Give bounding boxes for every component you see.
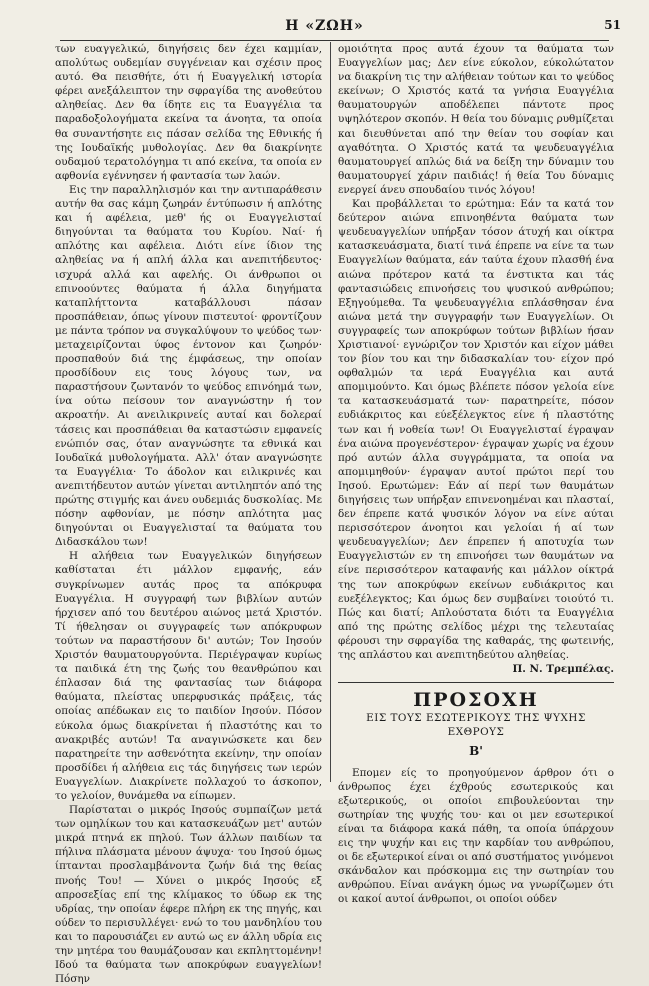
page-header — [18, 18, 631, 40]
author-signature: Π. Ν. Τρεμπέλας. — [512, 663, 614, 676]
paragraph: των ευαγγελικώ, διηγήσεις δεν έχει καμμίαν, απολύτως ουδεμίαν συγγένειαν και σχέσιν προς αυτό. Θα πεισθήτε, ότι ή Ευαγγελική ιστορία φέρει ανεξάλειπτον την σφραγίδα της ανοθεύτου αληθείας. Δεν θα ίδητε εις τα Ευαγγέλια τα παραδοξολογήματα εκείνα τα άνοητα, τα οποία θα συναντήσητε εις πάσαν σελίδα της Εθνικής ή της Ιουδαϊκής μυθολογίας. Δεν θα διακρίνητε ουδαμού τερατολόγημα τι από εκείνα, τα οποία εν αφθονία εγέννησεν ή φαντασία των λαών. — [55, 43, 322, 182]
paragraph: Και προβάλλεται το ερώτημα: Εάν τα κατά τον δεύτερον αιώνα επινοηθέντα θαύματα των ψευδευαγγελίων υπήρξαν τόσον άτυχή και οίκτρα κατασκευάσματα, διατί τινά έπρεπε να είνε τα των Ευαγγελίων θαύματα, εάν ταύτα έχουν πλασθή ένα αιώνα πρότερον κατά τα ένστικτα και τάς φαντασιώδεις επινοήσεις του ψυσικού ανθρώπου; Εξηγούμεθα. Τα ψευδευαγγέλια επλάσθησαν ένα αιώνα μετά την συγγραφήν των Ευαγγελίων. Οι συγγραφείς των αποκρύφων τούτων βιβλίων ήσαν Χριστιανοί· εγνώριζον τον Χριστόν και είχον μάθει τον βίον του και την διδασκαλίαν του· είχον πρό οφθαλμών τα ιερά Ευαγγέλια και αυτά απομιμούντο. Και όμως βλέπετε πόσον γελοία είνε τα κατασκευάσματά των· παρατηρείτε, πόσον ευδιάκριτος και εύεξέλεγκτος είνε ή πλαστότης των και ή νοθεία των! Οι Ευαγγελισταί έγραψαν ένα αιώνα προγενέστερον· έγραψαν χωρίς να έχουν πρό αυτών άλλα συγγράμματα, τα οποία να απομιμηθούν· έγραψαν αυτοί πρώτοι περί του Ιησού. Ερωτώμεν: Εάν αί περί των θαυμάτων διηγήσεις των υπήρξαν επινενοημέναι και πλασταί, δεν έπρεπε κατά ψυσικόν λόγον να είνε αύται περισσότερον άνοητοι και γελοίαι ή αί των ψευδευαγγελίων; Δεν έπρεπεν ή αποτυχία των Ευαγγελιστών εν τη επινοήσει των θαυμάτων να είνε περισσότερον καταφανής και μάλλον οίκτρά της των αποκρύφων εκείνων ευδιάκριτος και ευεξέλεγκτος; Και όμως δεν συμβαίνει τοιούτό τι. Πώς και διατί; Απλούστατα διότι τα Ευαγγέλια από της πρώτης σελίδος μέχρι της τελευταίας φέρουσι την σφραγίδα της καθαράς, της φωτεινής, της απλάστου και ανεπιτηδεύτου αληθείας. — [338, 198, 614, 662]
header-rule — [60, 40, 609, 41]
article-title: ΠΡΟΣΟΧΗ — [413, 689, 539, 712]
paragraph: Η αλήθεια των Ευαγγελικών διηγήσεων καθίσταται έτι μάλλον εμφανής, εάν συγκρίνωμεν αυτάς προς τα απόκρυφα Ευαγγέλια. Η συγγραφή των βιβλίων αυτών ήρχισεν από του δευτέρου αιώνος μετά Χριστόν. Τί ήθελησαν οι συγγραφείς των απόκρυφων τούτων να παραστήσουν δι' αυτών; Τον Ιησούν Χριστόν θαυματουργούντα. Περιέγραψαν κυρίως τα παιδικά έτη της ζωής του θεανθρώπου και έπλασαν διά της φαντασίας των διάφορα θαύματα, πλείστας υπερφυσικάς πράξεις, τάς οποίας απέδωκαν εις το παιδίον Ιησούν. Πόσον εύκολα όμως διακρίνεται ή πλαστότης και το ανακριβές αυτών! Τα αναγινώσκετε και δεν παρατηρείτε την ασθενότητα εκείνην, την οποίαν προσδίδει ή αλήθεια εις τάς διηγήσεις των ιερών Ευαγγελίων. Διακρίνετε πολλαχού το άσκοπον, το γελοίον, θυνάμεθα να είπωμεν. — [55, 550, 322, 802]
section-separator — [338, 682, 614, 683]
journal-title: Η «ΖΩΗ» — [285, 18, 364, 34]
left-column — [55, 42, 322, 986]
article-subtitle: ΕΙΣ ΤΟΥΣ ΕΣΩΤΕΡΙΚΟΥΣ ΤΗΣ ΨΥΧΗΣ ΕΧΘΡΟΥΣ — [366, 712, 586, 739]
paragraph: Παρίσταται ο μικρός Ιησούς συμπαίζων μετά των ομηλίκων του και κατασκευάζων μετ' αυτών μικρά πτηνά εκ πηλού. Των άλλων παιδίων τα πήλινα πλάσματα μένουν άψυχα· του Ιησού όμως ίπτανται προσλαμβάνοντα ζωήν διά της θείας πνοής Του! — Χύνει ο μικρός Ιησούς εξ απροσεξίας επί της κλίμακος το ύδωρ εκ της υδρίας, την οποίαν έφερε πλήρη εκ της πηγής, και ούδεν το περισυλλέγει· ενώ το του μανδηλίου του και το παρουσιάζει εν αυτώ ως εν άλλη υδρία εις την μητέρα του θαυμάζουσαν και εκπληττομένην! Ιδού τα θαύματα των αποκρύφων ευαγγελίων! Πόσην — [55, 804, 322, 986]
paragraph: ομοιότητα προς αυτά έχουν τα θαύματα των Ευαγγελίων μας; Δεν είνε εύκολον, εύκολώτατον να διακρίνη τις την αλήθειαν τούτων και το ψεύδος εκείνων; Ο Χριστός κατά τα γνήσια Ευαγγέλια θαυματουργών αποδέλεπει πάντοτε προς υψηλότερον σκοπόν. Η θεία του δύναμις ρυθμίζεται και διευθύνεται από την θείαν του σοφίαν και αγαθότητα. Ο Χριστός κατά τα ψευδευαγγέλια θαυματουργεί απλώς διά να δείξη την δύναμιν του θαυματουργεί χάριν παιδιάς! ή θεία Του δύναμις ενεργεί άνευ σπουδαίου τινός λόγου! — [338, 43, 614, 196]
right-column — [338, 42, 614, 906]
paragraph: Εις την παραλληλισμόν και την αντιπαράθεσιν αυτήν θα σας κάμη ζωηράν έντύπωσιν ή απλότης και ή αφέλεια, μεθ' ής οι Ευαγγελισταί διηγούνται τα θαύματα του Κυρίου. Ναί· ή απλότης και αφέλεια. Διότι είνε ίδιον της αληθείας να ή απλή άλλα και ανεπιτήδευτος· ισχυρά αλλά και αφελής. Οι άνθρωποι οι επινοούντες θαύματα ή άλλα διηγήματα καταπλήττοντα καταβάλλουσι πάσαν προσπάθειαν, όπως γίνουν πιστευτοί· φροντίζουν με πάντα τρόπον να συγκαλύψουν το ψεύδος των· μεταχειρίζονται ύφος έντονον και ζωηρόν· προσπαθούν διά της έμφάσεως, την οποίαν προσδίδουν εις τους λόγους των, να παραστήσουν ζωντανόν το ψεύδος επινόημά των, ίνα ούτω πείσουν τον αναγνώστην ή τον ακροατήν. Αι ανειλικρινείς αυταί και δολεραί τάσεις και προσπάθειαι θα καταστώσιν εμφανείς ενώπιόν σας, όταν αναγνώσητε τα εθνικά και Ιουδαϊκά μυθολογήματα. Αλλ' όταν αναγνώσητε τα Ευαγγέλια· Το άδολον και ειλικρινές και ανεπιτήδευτον αυτών γίνεται αντιληπτόν από της πρώτης στιγμής και άνευ ουδεμιάς δυσκολίας. Με πόσην αφθονίαν, με πόσην απλότητα μας διηγούνται οι Ευαγγελισταί τα θαύματα του Διδασκάλου των! — [55, 183, 322, 549]
column-divider — [330, 42, 331, 782]
part-number: Β' — [469, 743, 483, 758]
page-number: 51 — [604, 18, 621, 32]
paragraph: Επομεν είς το προηγούμενον άρθρον ότι ο άνθρωπος έχει έχθρούς εσωτερικούς και εξωτερικούς, οι οποίοι επιβουλεύονται την σωτηρίαν της ψυχής του· και οι μεν εσωτερικοί είναι τα διάφορα κακά πάθη, τα οποία ύπάρχουν εις την ψυχήν και εις την καρδίαν του ανθρώπου, οι δε εξωτερικοί είναι οι από συστήματος γινόμενοι σκάνδαλον και πρόσκομμα εις την σωτηρίαν του ανθρώπου. Είναι ανάγκη όμως να γνωρίζωμεν ότι οι κακοί αυτοί άνθρωποι, οι οποίοι ούδεν — [338, 766, 614, 906]
